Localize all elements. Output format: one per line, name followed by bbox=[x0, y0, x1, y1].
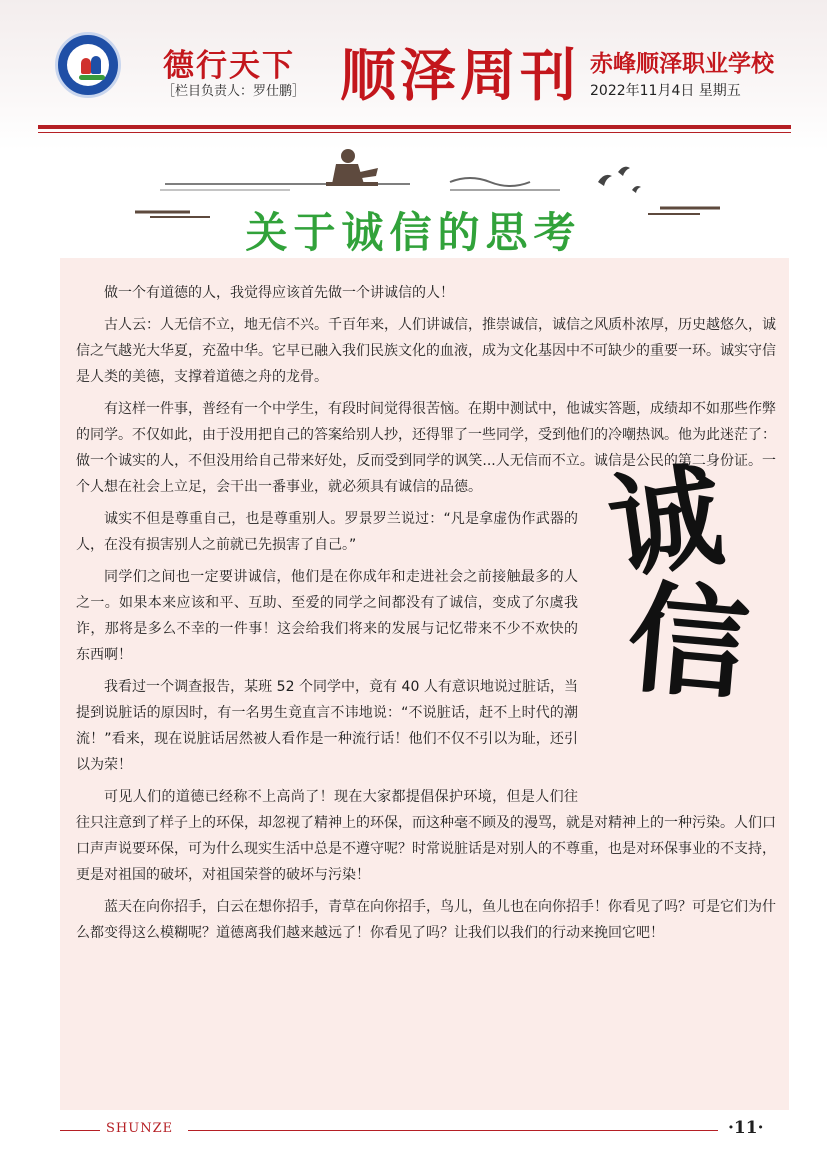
column-title: 德行天下 bbox=[163, 48, 295, 84]
school-logo bbox=[55, 32, 121, 98]
logo-emblem bbox=[67, 44, 109, 86]
article-body bbox=[76, 280, 776, 952]
issue-date: 2022年11月4日 星期五 bbox=[590, 83, 741, 99]
header-rule-thin bbox=[38, 132, 791, 133]
logo-figure-blue bbox=[91, 56, 101, 74]
paragraph: 同学们之间也一定要讲诚信，他们是在你成年和走进社会之前接触最多的人之一。如果本来应该和平、互助、至爱的同学之间都没有了诚信，变成了尔虞我诈，那将是多么不幸的一件事！这会给我们将来的发展与记忆带来不少不欢快的东西啊！ bbox=[76, 569, 578, 663]
paragraph: 有这样一件事，普经有一个中学生，有段时间觉得很苦恼。在期中测试中，他诚实答题，成绩却不如那些作弊的同学。不仅如此，由于没用把自己的答案给别人抄，还得罪了一些同学，受到他们的冷嘲热讽。他为此迷茫了：做一个诚实的人，不但没用给自己带来好处，反而受到同学的讽笑...人无信而不立。诚信是公民的第二身份证。一个人想在社会上立足，会干出一番事业，就必须具有诚信的品德。 bbox=[76, 401, 776, 495]
calligraphy-char: 信 bbox=[622, 567, 754, 718]
magazine-title: 顺泽周刊 bbox=[340, 43, 580, 109]
column-editor: ［栏目负责人：罗仕鹏］ bbox=[162, 84, 306, 99]
paragraph: 诚实不但是尊重自己，也是尊重别人。罗景罗兰说过：“凡是拿虚伪作武器的人，在没有损害别人之前就已先损害了自己。” bbox=[76, 511, 578, 553]
footer-rule-left bbox=[60, 1130, 100, 1131]
paragraph: 可见人们的道德已经称不上高尚了！现在大家都提倡保护环境，但是人们往往只注意到了样子上的环保，却忽视了精神上的环保，而这种毫不顾及的漫骂，就是对精神上的一种污染。人们口口声声说要环保，可为什么现实生活中总是不遵守呢？时常说脏话是对别人的不尊重，也是对环保事业的不支持，更是对祖国的破坏，对祖国荣誉的破坏与污染！ bbox=[76, 789, 776, 883]
calligraphy-char: 诚 bbox=[601, 449, 731, 596]
paragraph: 我看过一个调查报告，某班 52 个同学中，竟有 40 人有意识地说过脏话，当提到说脏话的原因时，有一名男生竟直言不讳地说：“不说脏话，赶不上时代的潮流！”看来，现在说脏话居然被人看作是一种流行话！他们不仅不引以为耻，还引以为荣！ bbox=[76, 679, 578, 773]
page-number: ·11· bbox=[728, 1118, 764, 1138]
footer-brand: SHUNZE bbox=[106, 1121, 174, 1136]
calligraphy-artwork bbox=[601, 449, 762, 780]
article-title: 关于诚信的思考 bbox=[245, 208, 582, 257]
birds-icon bbox=[598, 167, 641, 193]
reading-figure-icon bbox=[326, 149, 378, 186]
paragraph: 蓝天在向你招手，白云在想你招手，青草在向你招手，鸟儿，鱼儿也在向你招手！你看见了吗？可是它们为什么都变得这么模糊呢？道德离我们越来越远了！你看见了吗？让我们以我们的行动来挽回它吧！ bbox=[76, 899, 776, 941]
footer-rule-right bbox=[188, 1130, 718, 1131]
logo-figure-red bbox=[81, 58, 91, 74]
cloud-swirl-icon bbox=[450, 178, 530, 186]
school-name: 赤峰顺泽职业学校 bbox=[590, 51, 774, 77]
paragraph: 古人云：人无信不立，地无信不兴。千百年来，人们讲诚信，推崇诚信，诚信之风质朴浓厚，历史越悠久，诚信之气越光大华夏，充盈中华。它早已融入我们民族文化的血液，成为文化基因中不可缺少的重要一环。诚实守信是人类的美德，支撑着道德之舟的龙骨。 bbox=[76, 317, 776, 385]
paragraph: 做一个有道德的人，我觉得应该首先做一个讲诚信的人！ bbox=[104, 285, 454, 301]
header-rule-thick bbox=[38, 125, 791, 129]
logo-base-green bbox=[79, 75, 105, 80]
